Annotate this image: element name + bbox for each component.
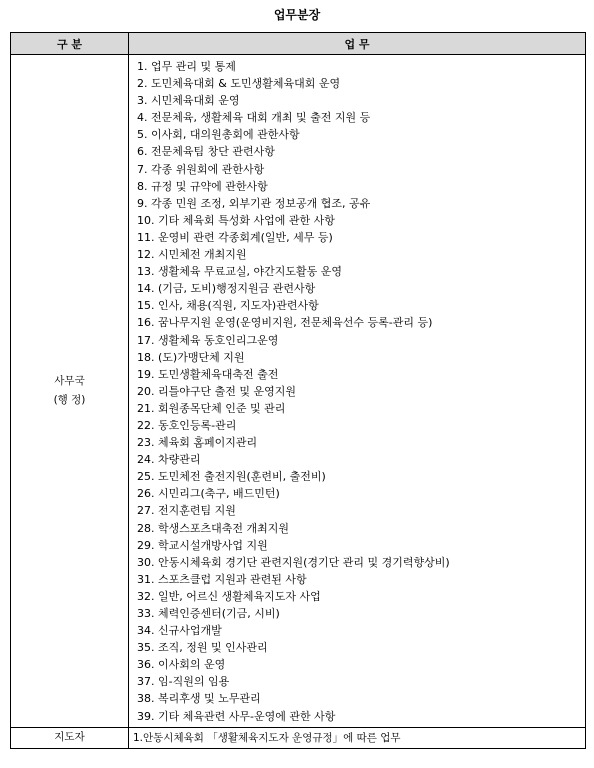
header-duties: 업 무 xyxy=(129,33,586,55)
list-item: 21. 회원종목단체 인준 및 관리 xyxy=(137,401,286,415)
list-item: 38. 복리후생 및 노무관리 xyxy=(137,692,261,706)
list-item: 6. 전문체육팀 창단 관련사항 xyxy=(137,145,275,159)
list-item: 1. 업무 관리 및 통제 xyxy=(137,60,236,73)
office-cell xyxy=(11,55,129,728)
page-title: 업무분장 xyxy=(273,8,321,22)
list-item: 8. 규정 및 규약에 관한사항 xyxy=(137,179,268,193)
list-item: 13. 생활체육 무료교실, 야간지도활동 운영 xyxy=(137,265,342,279)
list-item: 7. 각종 위원회에 관한사항 xyxy=(137,162,265,176)
duty-table xyxy=(10,32,586,749)
list-item: 34. 신규사업개발 xyxy=(137,624,222,638)
list-item: 28. 학생스포츠대축전 개최지원 xyxy=(137,521,289,535)
list-item: 12. 시민체전 개최지원 xyxy=(137,248,247,262)
instructor-task: 1.안동시체육회 「생활체육지도자 운영규정」에 따른 업무 xyxy=(129,727,586,748)
list-item: 14. (기금, 도비)행정지원금 관련사항 xyxy=(137,282,316,296)
list-item: 35. 조직, 정원 및 인사관리 xyxy=(137,641,268,655)
list-item: 25. 도민체전 출전지원(훈련비, 출전비) xyxy=(137,470,326,484)
list-item: 10. 기타 체육회 특성화 사업에 관한 사항 xyxy=(137,213,335,227)
list-item: 4. 전문체육, 생활체육 대회 개최 및 출전 지원 등 xyxy=(137,111,371,125)
list-item: 20. 리틀야구단 출전 및 운영지원 xyxy=(137,384,296,398)
list-item: 18. (도)가맹단체 지원 xyxy=(137,350,245,364)
list-item: 16. 꿈나무지원 운영(운영비지원, 전문체육선수 등록-관리 등) xyxy=(137,316,433,330)
list-item: 31. 스포츠클럽 지원과 관련된 사항 xyxy=(137,572,307,586)
list-item: 3. 시민체육대회 운영 xyxy=(137,94,240,108)
list-item: 37. 임-직원의 임용 xyxy=(137,675,230,689)
list-item: 15. 인사, 채용(직원, 지도자)관련사항 xyxy=(137,299,319,313)
list-item: 30. 안동시체육회 경기단 관련지원(경기단 관리 및 경기력향상비) xyxy=(137,555,450,569)
list-item: 32. 일반, 어르신 생활체육지도자 사업 xyxy=(137,589,321,603)
instructor-name: 지도자 xyxy=(11,727,129,748)
list-item: 26. 시민리그(축구, 배드민턴) xyxy=(137,487,280,501)
table-row-office xyxy=(11,55,586,728)
office-tasks-cell xyxy=(129,55,586,728)
list-item: 2. 도민체육대회 & 도민생활체육대회 운영 xyxy=(137,77,341,91)
header-category: 구 분 xyxy=(11,33,129,55)
list-item: 33. 체력인증센터(기금, 시비) xyxy=(137,607,280,620)
list-item: 36. 이사회의 운영 xyxy=(137,658,226,672)
list-item: 19. 도민생활체육대축전 출전 xyxy=(137,367,279,381)
list-item: 9. 각종 민원 조정, 외부기관 정보공개 협조, 공유 xyxy=(137,196,371,210)
list-item: 11. 운영비 관련 각종회계(일반, 세무 등) xyxy=(137,230,333,244)
list-item: 17. 생활체육 동호인리그운영 xyxy=(137,333,279,347)
table-row-instructor xyxy=(11,727,586,748)
list-item: 39. 기타 체육관련 사무-운영에 관한 사항 xyxy=(137,709,336,723)
office-task-list xyxy=(137,58,585,725)
table-header-row xyxy=(11,33,586,55)
list-item: 5. 이사회, 대의원총회에 관한사항 xyxy=(137,128,300,142)
list-item: 27. 전지훈련팀 지원 xyxy=(137,504,236,518)
office-subname: (행 정) xyxy=(53,393,86,406)
list-item: 23. 체육회 홈페이지관리 xyxy=(137,436,258,450)
list-item: 24. 차량관리 xyxy=(137,453,201,467)
office-name: 사무국 xyxy=(54,374,85,387)
list-item: 22. 동호인등록-관리 xyxy=(137,418,237,432)
list-item: 29. 학교시설개방사업 지원 xyxy=(137,538,268,552)
